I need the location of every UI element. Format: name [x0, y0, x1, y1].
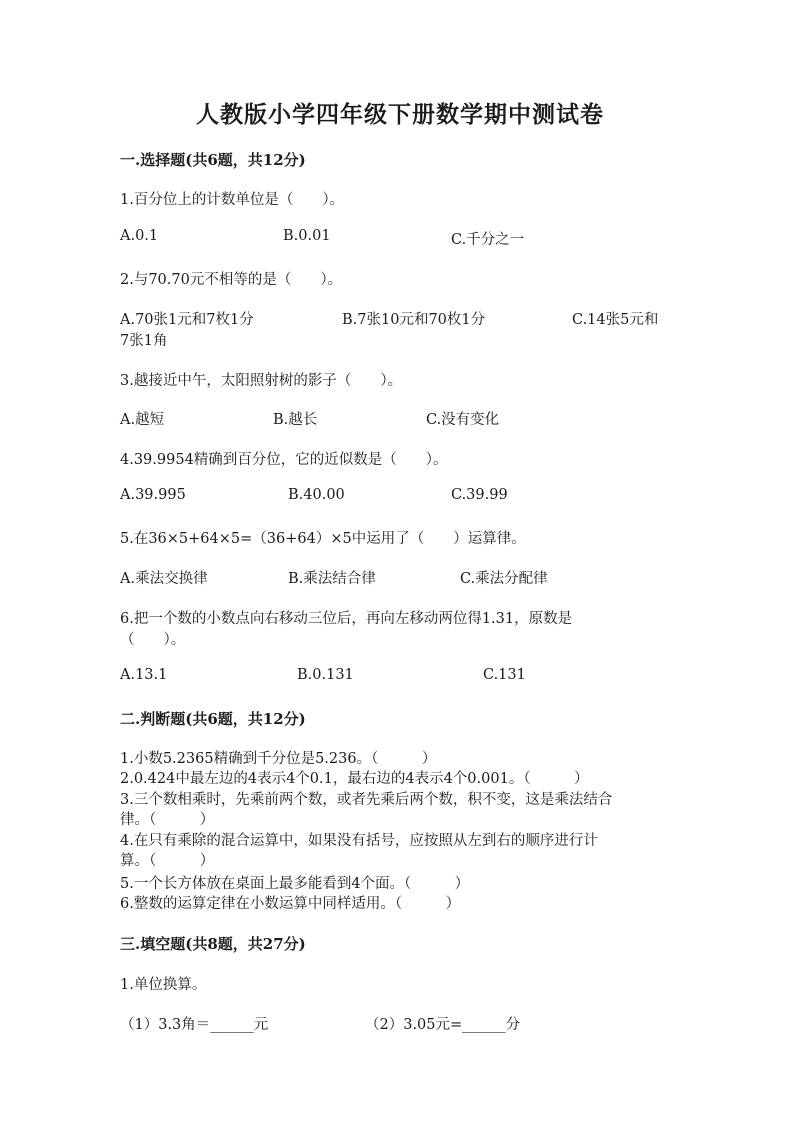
question-text: 6.把一个数的小数点向右移动三位后，再向左移动两位得1.31，原数是 — [120, 611, 573, 627]
page-title: 人教版小学四年级下册数学期中测试卷 — [196, 101, 604, 128]
question-text: 3.越接近中午，太阳照射树的影子（ ）。 — [120, 373, 403, 389]
statement: 6.整数的运算定律在小数运算中同样适用。（ ） — [120, 896, 461, 912]
option-c-continued: 7张1角 — [120, 333, 168, 349]
statement: 3.三个数相乘时，先乘前两个数，或者先乘后两个数，积不变，这是乘法结合 — [120, 792, 613, 808]
option-b: B.40.00 — [288, 487, 345, 503]
option-a: A.70张1元和7枚1分 — [120, 312, 254, 328]
option-b: B.乘法结合律 — [288, 571, 376, 587]
option-a: A.乘法交换律 — [120, 571, 208, 587]
statement: 4.在只有乘除的混合运算中，如果没有括号，应按照从左到右的顺序进行计 — [120, 833, 598, 849]
option-a: A.越短 — [120, 412, 165, 428]
question-text: 2.与70.70元不相等的是（ ）。 — [120, 272, 343, 288]
statement: 1.小数5.2365精确到千分位是5.236。（ ） — [120, 751, 437, 767]
option-c: C.14张5元和 — [572, 312, 659, 328]
question-text: 1.百分位上的计数单位是（ ）。 — [120, 192, 345, 208]
option-c: C.39.99 — [451, 487, 508, 503]
option-c: C.千分之一 — [451, 232, 525, 248]
question-text: 5.在36×5+64×5=（36+64）×5中运用了（ ）运算律。 — [120, 531, 526, 547]
option-c: C.没有变化 — [426, 412, 500, 428]
statement: 5.一个长方体放在桌面上最多能看到4个面。（ ） — [120, 876, 470, 892]
option-c: C.乘法分配律 — [460, 571, 548, 587]
question-text: 4.39.9954精确到百分位，它的近似数是（ ）。 — [120, 452, 448, 468]
statement: 2.0.424中最左边的4表示4个0.1，最右边的4表示4个0.001。（ ） — [120, 771, 589, 787]
section-heading-choice: 一.选择题(共6题，共12分) — [120, 151, 306, 169]
option-a: A.0.1 — [120, 228, 159, 244]
option-b: B.0.131 — [297, 667, 354, 683]
fill-item: （2）3.05元=______分 — [365, 1017, 521, 1033]
option-a: A.13.1 — [120, 667, 168, 683]
section-heading-fill: 三.填空题(共8题，共27分) — [120, 935, 306, 953]
option-b: B.越长 — [273, 412, 318, 428]
option-a: A.39.995 — [120, 487, 186, 503]
question-text-continued: （ ）。 — [120, 632, 186, 648]
option-b: B.7张10元和70枚1分 — [342, 312, 486, 328]
statement-continued: 律。（ ） — [120, 812, 215, 828]
fill-item: （1）3.3角＝______元 — [120, 1017, 269, 1033]
statement-continued: 算。（ ） — [120, 853, 215, 869]
section-heading-judgment: 二.判断题(共6题，共12分) — [120, 710, 306, 728]
option-b: B.0.01 — [283, 228, 331, 244]
option-c: C.131 — [483, 667, 526, 683]
question-text: 1.单位换算。 — [120, 977, 207, 993]
